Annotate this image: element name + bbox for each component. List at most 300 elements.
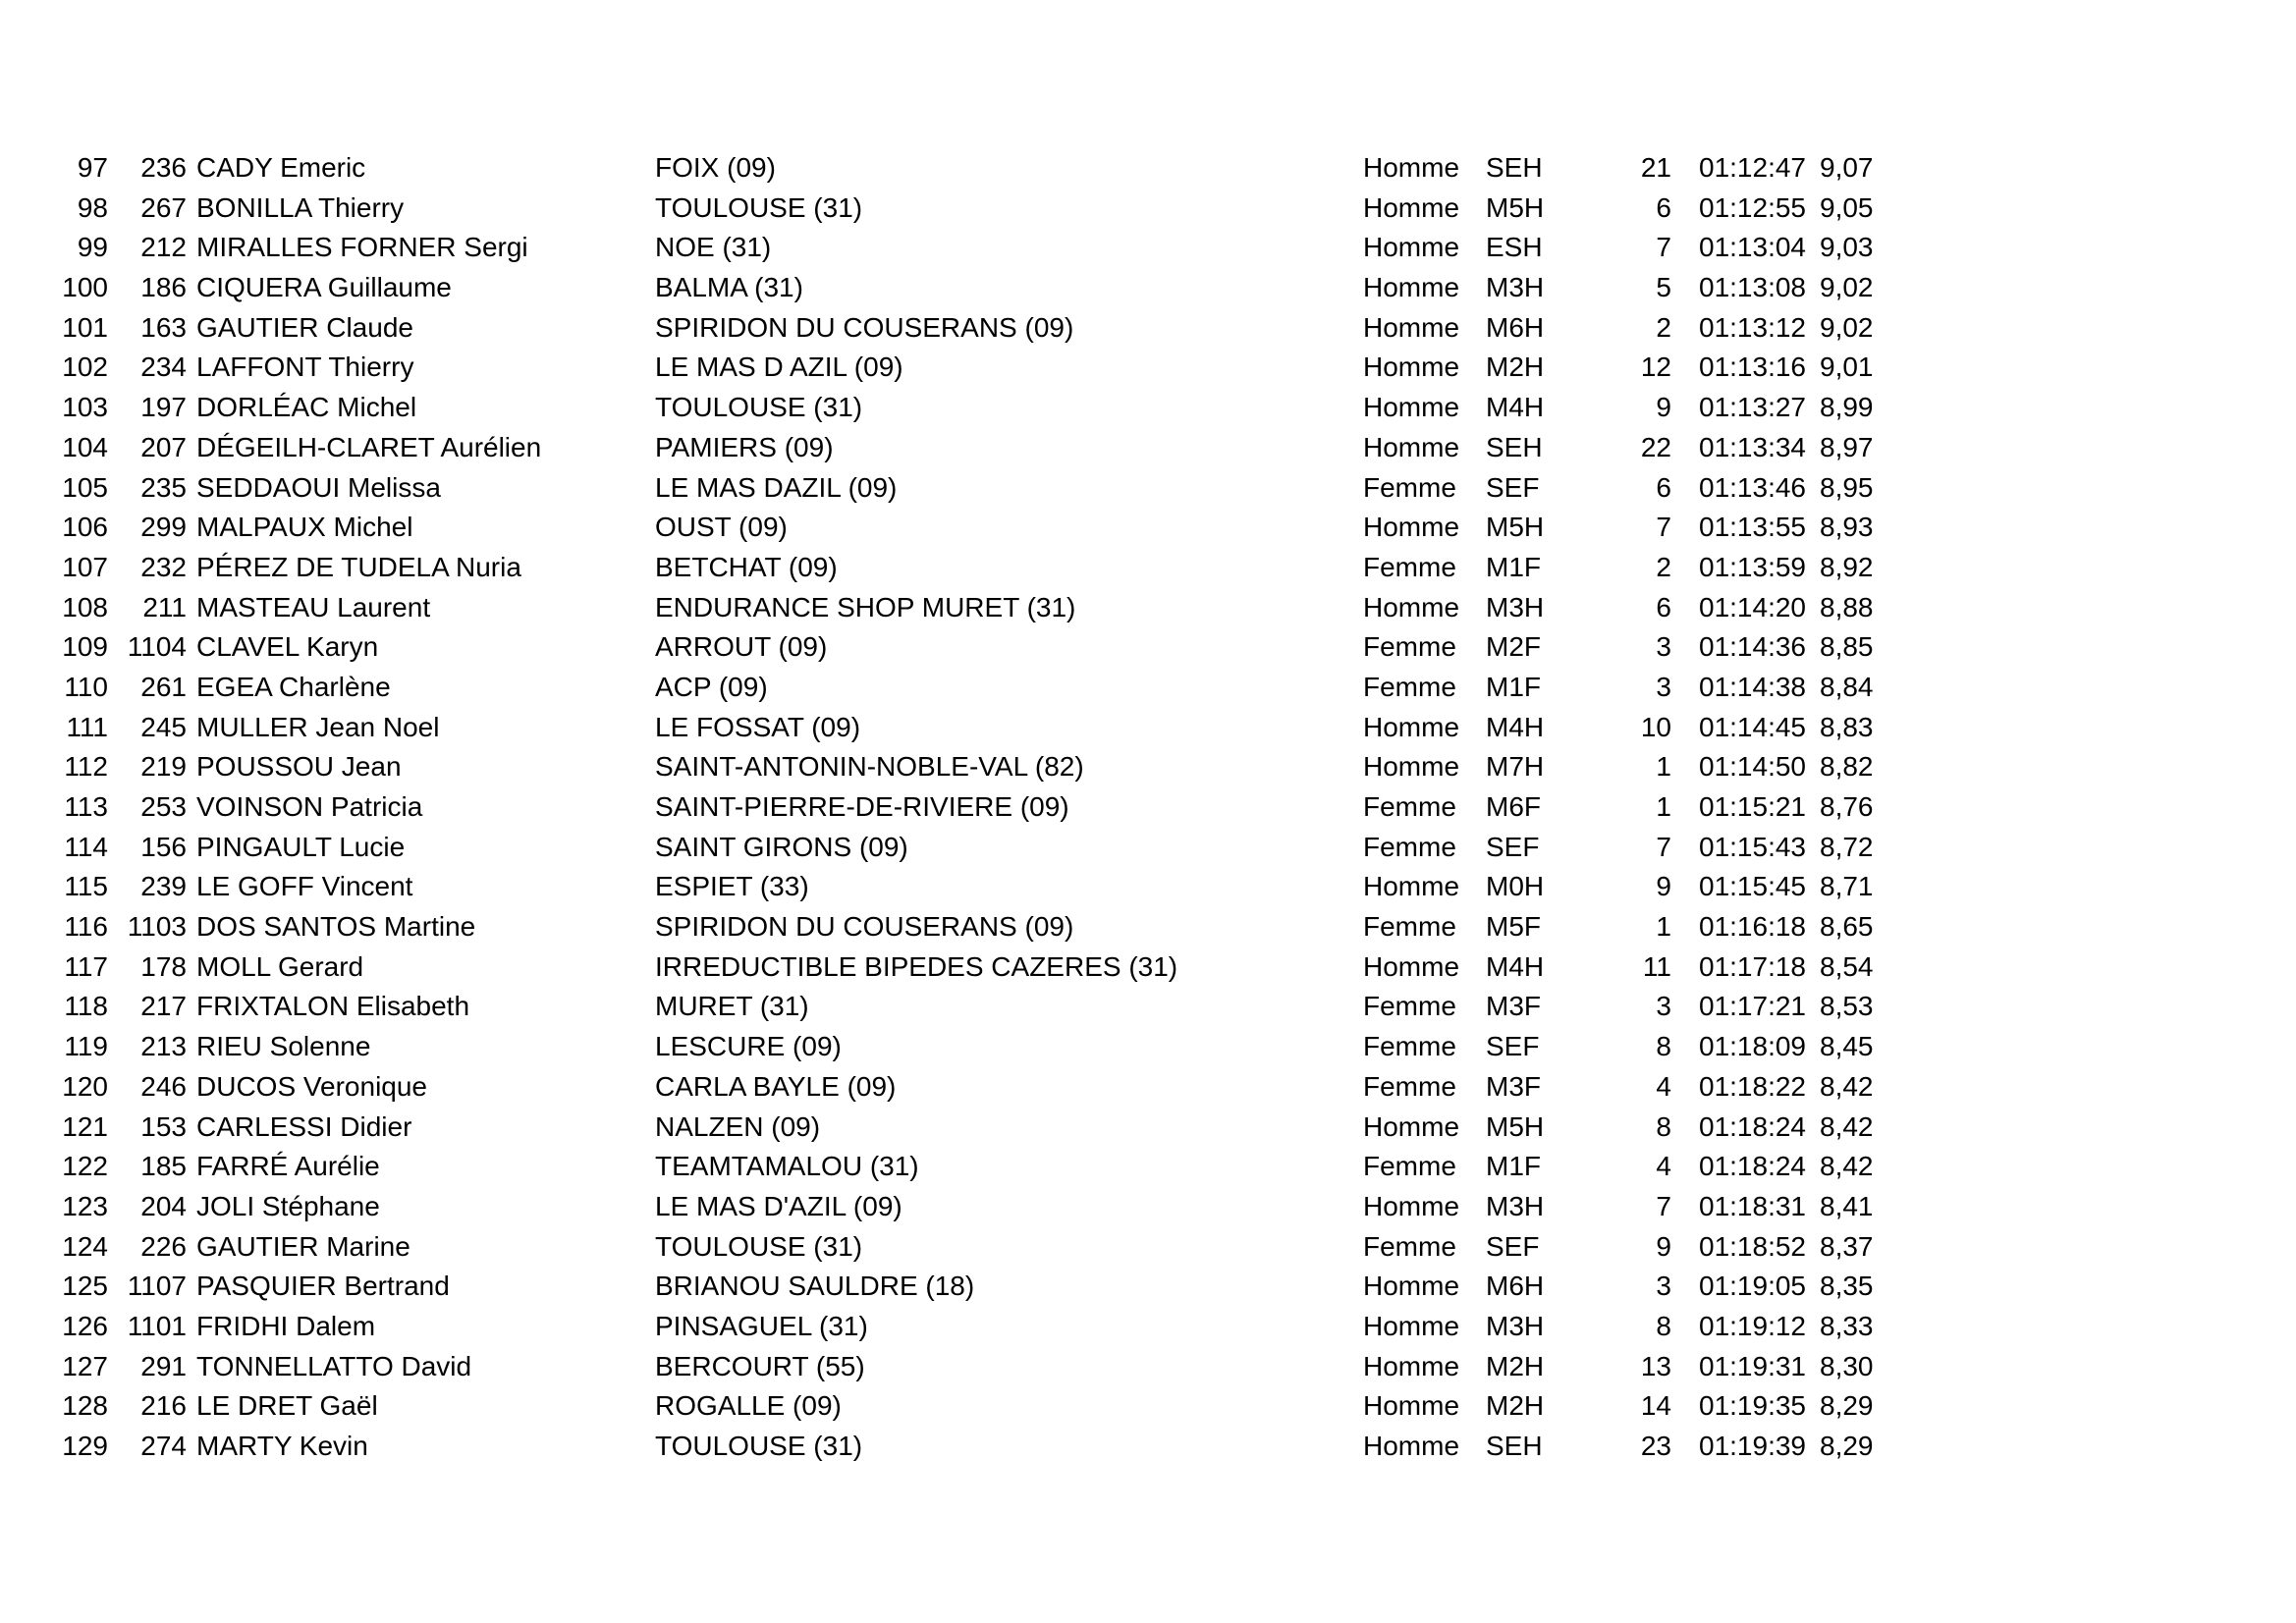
- bib-number-cell: 1104: [127, 631, 187, 663]
- speed-cell: 9,05: [1820, 191, 1874, 223]
- category-rank-cell: 1: [1656, 911, 1671, 943]
- runner-name-cell: CIQUERA Guillaume: [196, 272, 452, 303]
- speed-cell: 8,42: [1820, 1151, 1874, 1182]
- speed-cell: 8,88: [1820, 591, 1874, 622]
- category-rank-cell: 22: [1640, 431, 1671, 462]
- rank-cell: 104: [62, 431, 108, 462]
- speed-cell: 8,30: [1820, 1350, 1874, 1381]
- gender-cell: Homme: [1363, 191, 1460, 223]
- bib-number-cell: 217: [140, 991, 187, 1022]
- gender-cell: Homme: [1363, 950, 1460, 982]
- rank-cell: 101: [62, 311, 108, 343]
- table-row: [0, 1187, 2296, 1227]
- speed-cell: 8,45: [1820, 1031, 1874, 1062]
- gender-cell: Homme: [1363, 311, 1460, 343]
- club-cell: NALZEN (09): [655, 1110, 821, 1142]
- runner-name-cell: DOS SANTOS Martine: [196, 911, 476, 943]
- time-cell: 01:18:09: [1699, 1031, 1806, 1062]
- time-cell: 01:13:55: [1699, 512, 1806, 543]
- runner-name-cell: CLAVEL Karyn: [196, 631, 379, 663]
- club-cell: BERCOURT (55): [655, 1350, 865, 1381]
- bib-number-cell: 186: [140, 272, 187, 303]
- gender-cell: Homme: [1363, 1110, 1460, 1142]
- bib-number-cell: 234: [140, 352, 187, 383]
- club-cell: SAINT-ANTONIN-NOBLE-VAL (82): [655, 751, 1084, 783]
- table-row: [0, 508, 2296, 548]
- results-table: [0, 148, 2296, 1467]
- club-cell: LE FOSSAT (09): [655, 711, 861, 742]
- runner-name-cell: MASTEAU Laurent: [196, 591, 431, 622]
- speed-cell: 8,71: [1820, 871, 1874, 902]
- rank-cell: 111: [66, 711, 108, 742]
- table-row: [0, 1227, 2296, 1268]
- bib-number-cell: 197: [140, 392, 187, 423]
- speed-cell: 8,72: [1820, 831, 1874, 862]
- table-row: [0, 708, 2296, 748]
- club-cell: ROGALLE (09): [655, 1390, 842, 1422]
- rank-cell: 114: [64, 831, 108, 862]
- category-rank-cell: 6: [1656, 471, 1671, 503]
- runner-name-cell: MOLL Gerard: [196, 950, 364, 982]
- rank-cell: 102: [62, 352, 108, 383]
- bib-number-cell: 245: [140, 711, 187, 742]
- runner-name-cell: DUCOS Veronique: [196, 1070, 428, 1102]
- gender-cell: Femme: [1363, 631, 1456, 663]
- table-row: [0, 668, 2296, 708]
- runner-name-cell: LE GOFF Vincent: [196, 871, 413, 902]
- time-cell: 01:13:59: [1699, 551, 1806, 582]
- rank-cell: 117: [64, 950, 108, 982]
- category-cell: M2H: [1486, 352, 1545, 383]
- speed-cell: 9,02: [1820, 311, 1874, 343]
- rank-cell: 116: [64, 911, 108, 943]
- rank-cell: 119: [64, 1031, 108, 1062]
- speed-cell: 8,53: [1820, 991, 1874, 1022]
- club-cell: BALMA (31): [655, 272, 803, 303]
- gender-cell: Femme: [1363, 471, 1456, 503]
- category-rank-cell: 3: [1656, 1271, 1671, 1302]
- time-cell: 01:18:31: [1699, 1190, 1806, 1221]
- table-row: [0, 1307, 2296, 1347]
- club-cell: LESCURE (09): [655, 1031, 842, 1062]
- bib-number-cell: 185: [140, 1151, 187, 1182]
- time-cell: 01:13:27: [1699, 392, 1806, 423]
- speed-cell: 9,02: [1820, 272, 1874, 303]
- runner-name-cell: LE DRET Gaël: [196, 1390, 378, 1422]
- table-row: [0, 468, 2296, 509]
- club-cell: ACP (09): [655, 671, 768, 702]
- category-rank-cell: 9: [1656, 392, 1671, 423]
- category-rank-cell: 3: [1656, 991, 1671, 1022]
- category-cell: M1F: [1486, 671, 1541, 702]
- gender-cell: Femme: [1363, 1070, 1456, 1102]
- table-row: [0, 627, 2296, 668]
- rank-cell: 107: [62, 551, 108, 582]
- category-rank-cell: 7: [1656, 1190, 1671, 1221]
- rank-cell: 120: [62, 1070, 108, 1102]
- time-cell: 01:17:18: [1699, 950, 1806, 982]
- category-rank-cell: 11: [1642, 950, 1671, 982]
- category-rank-cell: 23: [1640, 1431, 1671, 1461]
- category-rank-cell: 10: [1640, 711, 1671, 742]
- club-cell: LE MAS D AZIL (09): [655, 352, 903, 383]
- runner-name-cell: FRIDHI Dalem: [196, 1310, 376, 1341]
- category-cell: M3H: [1486, 591, 1545, 622]
- category-rank-cell: 7: [1656, 232, 1671, 263]
- club-cell: LE MAS D'AZIL (09): [655, 1190, 902, 1221]
- gender-cell: Femme: [1363, 991, 1456, 1022]
- table-row: [0, 1067, 2296, 1108]
- runner-name-cell: VOINSON Patricia: [196, 791, 423, 822]
- runner-name-cell: PINGAULT Lucie: [196, 831, 406, 862]
- category-cell: M4H: [1486, 392, 1545, 423]
- club-cell: SPIRIDON DU COUSERANS (09): [655, 911, 1074, 943]
- time-cell: 01:18:24: [1699, 1110, 1806, 1142]
- category-rank-cell: 1: [1656, 791, 1671, 822]
- table-row: [0, 268, 2296, 308]
- rank-cell: 109: [62, 631, 108, 663]
- time-cell: 01:19:12: [1699, 1310, 1806, 1341]
- gender-cell: Femme: [1363, 911, 1456, 943]
- runner-name-cell: POUSSOU Jean: [196, 751, 402, 783]
- speed-cell: 8,82: [1820, 751, 1874, 783]
- bib-number-cell: 232: [140, 551, 187, 582]
- gender-cell: Homme: [1363, 751, 1460, 783]
- bib-number-cell: 246: [140, 1070, 187, 1102]
- table-row: [0, 1147, 2296, 1187]
- time-cell: 01:18:24: [1699, 1151, 1806, 1182]
- category-rank-cell: 3: [1656, 631, 1671, 663]
- rank-cell: 122: [62, 1151, 108, 1182]
- runner-name-cell: DORLÉAC Michel: [196, 392, 417, 423]
- time-cell: 01:19:31: [1699, 1350, 1806, 1381]
- table-row: [0, 148, 2296, 189]
- bib-number-cell: 253: [140, 791, 187, 822]
- club-cell: TOULOUSE (31): [655, 191, 863, 223]
- table-row: [0, 1427, 2296, 1467]
- category-cell: M6H: [1486, 1271, 1545, 1302]
- gender-cell: Homme: [1363, 1390, 1460, 1422]
- speed-cell: 8,99: [1820, 392, 1874, 423]
- category-rank-cell: 21: [1640, 152, 1671, 183]
- rank-cell: 127: [62, 1350, 108, 1381]
- gender-cell: Homme: [1363, 1271, 1460, 1302]
- time-cell: 01:19:05: [1699, 1271, 1806, 1302]
- speed-cell: 8,29: [1820, 1390, 1874, 1422]
- time-cell: 01:14:36: [1699, 631, 1806, 663]
- bib-number-cell: 163: [140, 311, 187, 343]
- rank-cell: 121: [62, 1110, 108, 1142]
- gender-cell: Homme: [1363, 871, 1460, 902]
- table-row: [0, 747, 2296, 787]
- gender-cell: Homme: [1363, 512, 1460, 543]
- category-rank-cell: 2: [1656, 311, 1671, 343]
- gender-cell: Homme: [1363, 1350, 1460, 1381]
- runner-name-cell: JOLI Stéphane: [196, 1190, 380, 1221]
- category-rank-cell: 13: [1640, 1350, 1671, 1381]
- time-cell: 01:15:43: [1699, 831, 1806, 862]
- category-cell: M5F: [1486, 911, 1541, 943]
- speed-cell: 9,01: [1820, 352, 1874, 383]
- bib-number-cell: 213: [140, 1031, 187, 1062]
- speed-cell: 9,03: [1820, 232, 1874, 263]
- rank-cell: 123: [62, 1190, 108, 1221]
- rank-cell: 129: [62, 1431, 108, 1461]
- club-cell: SPIRIDON DU COUSERANS (09): [655, 311, 1074, 343]
- club-cell: ESPIET (33): [655, 871, 809, 902]
- category-cell: SEH: [1486, 1431, 1543, 1461]
- category-rank-cell: 5: [1656, 272, 1671, 303]
- gender-cell: Homme: [1363, 152, 1460, 183]
- time-cell: 01:13:04: [1699, 232, 1806, 263]
- gender-cell: Homme: [1363, 272, 1460, 303]
- category-rank-cell: 12: [1640, 352, 1671, 383]
- table-row: [0, 388, 2296, 428]
- bib-number-cell: 261: [140, 671, 187, 702]
- rank-cell: 100: [62, 272, 108, 303]
- club-cell: NOE (31): [655, 232, 772, 263]
- bib-number-cell: 212: [140, 232, 187, 263]
- gender-cell: Femme: [1363, 671, 1456, 702]
- speed-cell: 8,29: [1820, 1431, 1874, 1461]
- rank-cell: 110: [64, 671, 108, 702]
- club-cell: OUST (09): [655, 512, 788, 543]
- category-rank-cell: 8: [1656, 1031, 1671, 1062]
- club-cell: TOULOUSE (31): [655, 1431, 863, 1461]
- speed-cell: 8,33: [1820, 1310, 1874, 1341]
- runner-name-cell: FRIXTALON Elisabeth: [196, 991, 470, 1022]
- runner-name-cell: RIEU Solenne: [196, 1031, 371, 1062]
- gender-cell: Homme: [1363, 1431, 1460, 1461]
- speed-cell: 8,97: [1820, 431, 1874, 462]
- gender-cell: Femme: [1363, 1230, 1456, 1262]
- table-row: [0, 1347, 2296, 1387]
- bib-number-cell: 178: [140, 950, 187, 982]
- table-row: [0, 987, 2296, 1027]
- club-cell: BRIANOU SAULDRE (18): [655, 1271, 975, 1302]
- runner-name-cell: GAUTIER Marine: [196, 1230, 410, 1262]
- time-cell: 01:13:34: [1699, 431, 1806, 462]
- rank-cell: 128: [62, 1390, 108, 1422]
- bib-number-cell: 299: [140, 512, 187, 543]
- category-rank-cell: 6: [1656, 591, 1671, 622]
- category-cell: SEF: [1486, 1031, 1540, 1062]
- category-cell: SEF: [1486, 831, 1540, 862]
- club-cell: BETCHAT (09): [655, 551, 838, 582]
- category-rank-cell: 7: [1656, 512, 1671, 543]
- rank-cell: 112: [64, 751, 108, 783]
- bib-number-cell: 235: [140, 471, 187, 503]
- rank-cell: 99: [77, 232, 108, 263]
- bib-number-cell: 211: [142, 591, 187, 622]
- runner-name-cell: GAUTIER Claude: [196, 311, 413, 343]
- gender-cell: Femme: [1363, 791, 1456, 822]
- time-cell: 01:14:45: [1699, 711, 1806, 742]
- rank-cell: 97: [77, 152, 108, 183]
- rank-cell: 124: [62, 1230, 108, 1262]
- gender-cell: Homme: [1363, 392, 1460, 423]
- table-row: [0, 1027, 2296, 1067]
- runner-name-cell: MARTY Kevin: [196, 1431, 368, 1461]
- time-cell: 01:15:21: [1699, 791, 1806, 822]
- category-rank-cell: 4: [1656, 1151, 1671, 1182]
- category-cell: M0H: [1486, 871, 1545, 902]
- gender-cell: Homme: [1363, 711, 1460, 742]
- table-row: [0, 428, 2296, 468]
- category-cell: SEF: [1486, 1230, 1540, 1262]
- bib-number-cell: 226: [140, 1230, 187, 1262]
- club-cell: FOIX (09): [655, 152, 776, 183]
- time-cell: 01:12:47: [1699, 152, 1806, 183]
- bib-number-cell: 207: [140, 431, 187, 462]
- runner-name-cell: MULLER Jean Noel: [196, 711, 440, 742]
- category-cell: M3F: [1486, 991, 1541, 1022]
- category-rank-cell: 4: [1656, 1070, 1671, 1102]
- time-cell: 01:14:20: [1699, 591, 1806, 622]
- gender-cell: Femme: [1363, 1151, 1456, 1182]
- category-cell: M1F: [1486, 1151, 1541, 1182]
- club-cell: SAINT-PIERRE-DE-RIVIERE (09): [655, 791, 1069, 822]
- runner-name-cell: PASQUIER Bertrand: [196, 1271, 450, 1302]
- bib-number-cell: 274: [140, 1431, 187, 1461]
- runner-name-cell: LAFFONT Thierry: [196, 352, 414, 383]
- gender-cell: Femme: [1363, 1031, 1456, 1062]
- rank-cell: 98: [77, 191, 108, 223]
- category-rank-cell: 8: [1656, 1110, 1671, 1142]
- bib-number-cell: 153: [140, 1110, 187, 1142]
- bib-number-cell: 267: [140, 191, 187, 223]
- category-rank-cell: 1: [1656, 751, 1671, 783]
- category-rank-cell: 9: [1656, 871, 1671, 902]
- speed-cell: 8,84: [1820, 671, 1874, 702]
- category-rank-cell: 7: [1656, 831, 1671, 862]
- club-cell: IRREDUCTIBLE BIPEDES CAZERES (31): [655, 950, 1178, 982]
- category-cell: M2H: [1486, 1390, 1545, 1422]
- category-rank-cell: 6: [1656, 191, 1671, 223]
- time-cell: 01:14:38: [1699, 671, 1806, 702]
- rank-cell: 126: [62, 1310, 108, 1341]
- bib-number-cell: 1107: [127, 1271, 187, 1302]
- club-cell: ARROUT (09): [655, 631, 828, 663]
- category-cell: M3F: [1486, 1070, 1541, 1102]
- category-rank-cell: 14: [1640, 1390, 1671, 1422]
- category-cell: M2F: [1486, 631, 1541, 663]
- gender-cell: Femme: [1363, 551, 1456, 582]
- speed-cell: 8,85: [1820, 631, 1874, 663]
- runner-name-cell: DÉGEILH-CLARET Aurélien: [196, 431, 542, 462]
- category-cell: M5H: [1486, 191, 1545, 223]
- runner-name-cell: MALPAUX Michel: [196, 512, 413, 543]
- bib-number-cell: 216: [140, 1390, 187, 1422]
- bib-number-cell: 204: [140, 1190, 187, 1221]
- runner-name-cell: EGEA Charlène: [196, 671, 391, 702]
- runner-name-cell: CARLESSI Didier: [196, 1110, 412, 1142]
- club-cell: LE MAS DAZIL (09): [655, 471, 898, 503]
- speed-cell: 8,42: [1820, 1070, 1874, 1102]
- speed-cell: 8,93: [1820, 512, 1874, 543]
- bib-number-cell: 239: [140, 871, 187, 902]
- club-cell: TEAMTAMALOU (31): [655, 1151, 919, 1182]
- club-cell: TOULOUSE (31): [655, 1230, 863, 1262]
- time-cell: 01:16:18: [1699, 911, 1806, 943]
- runner-name-cell: PÉREZ DE TUDELA Nuria: [196, 551, 521, 582]
- gender-cell: Homme: [1363, 1310, 1460, 1341]
- category-rank-cell: 3: [1656, 671, 1671, 702]
- category-cell: M1F: [1486, 551, 1541, 582]
- table-row: [0, 1108, 2296, 1148]
- category-cell: M5H: [1486, 1110, 1545, 1142]
- club-cell: PAMIERS (09): [655, 431, 834, 462]
- rank-cell: 105: [62, 471, 108, 503]
- rank-cell: 103: [62, 392, 108, 423]
- club-cell: SAINT GIRONS (09): [655, 831, 908, 862]
- time-cell: 01:19:39: [1699, 1431, 1806, 1461]
- speed-cell: 8,35: [1820, 1271, 1874, 1302]
- time-cell: 01:15:45: [1699, 871, 1806, 902]
- bib-number-cell: 1101: [127, 1310, 187, 1341]
- club-cell: MURET (31): [655, 991, 809, 1022]
- runner-name-cell: FARRÉ Aurélie: [196, 1151, 380, 1182]
- table-row: [0, 867, 2296, 907]
- runner-name-cell: BONILLA Thierry: [196, 191, 405, 223]
- speed-cell: 8,83: [1820, 711, 1874, 742]
- category-cell: SEH: [1486, 152, 1543, 183]
- table-row: [0, 907, 2296, 947]
- runner-name-cell: TONNELLATTO David: [196, 1350, 472, 1381]
- runner-name-cell: SEDDAOUI Melissa: [196, 471, 441, 503]
- table-row: [0, 308, 2296, 349]
- category-cell: M2H: [1486, 1350, 1545, 1381]
- category-cell: ESH: [1486, 232, 1543, 263]
- speed-cell: 8,76: [1820, 791, 1874, 822]
- category-cell: M3H: [1486, 1190, 1545, 1221]
- category-cell: M3H: [1486, 1310, 1545, 1341]
- category-cell: M4H: [1486, 950, 1545, 982]
- rank-cell: 106: [62, 512, 108, 543]
- rank-cell: 113: [64, 791, 108, 822]
- bib-number-cell: 236: [140, 152, 187, 183]
- category-rank-cell: 2: [1656, 551, 1671, 582]
- speed-cell: 8,65: [1820, 911, 1874, 943]
- rank-cell: 108: [62, 591, 108, 622]
- club-cell: PINSAGUEL (31): [655, 1310, 868, 1341]
- time-cell: 01:18:22: [1699, 1070, 1806, 1102]
- category-cell: M6F: [1486, 791, 1541, 822]
- speed-cell: 8,37: [1820, 1230, 1874, 1262]
- table-row: [0, 348, 2296, 388]
- table-row: [0, 189, 2296, 229]
- club-cell: ENDURANCE SHOP MURET (31): [655, 591, 1076, 622]
- bib-number-cell: 1103: [127, 911, 187, 943]
- bib-number-cell: 219: [140, 751, 187, 783]
- time-cell: 01:13:12: [1699, 311, 1806, 343]
- time-cell: 01:13:16: [1699, 352, 1806, 383]
- rank-cell: 125: [62, 1271, 108, 1302]
- speed-cell: 8,95: [1820, 471, 1874, 503]
- category-rank-cell: 8: [1656, 1310, 1671, 1341]
- table-row: [0, 828, 2296, 868]
- club-cell: TOULOUSE (31): [655, 392, 863, 423]
- club-cell: CARLA BAYLE (09): [655, 1070, 897, 1102]
- speed-cell: 8,92: [1820, 551, 1874, 582]
- speed-cell: 8,41: [1820, 1190, 1874, 1221]
- gender-cell: Homme: [1363, 352, 1460, 383]
- gender-cell: Femme: [1363, 831, 1456, 862]
- category-cell: SEH: [1486, 431, 1543, 462]
- table-row: [0, 588, 2296, 628]
- speed-cell: 8,42: [1820, 1110, 1874, 1142]
- time-cell: 01:17:21: [1699, 991, 1806, 1022]
